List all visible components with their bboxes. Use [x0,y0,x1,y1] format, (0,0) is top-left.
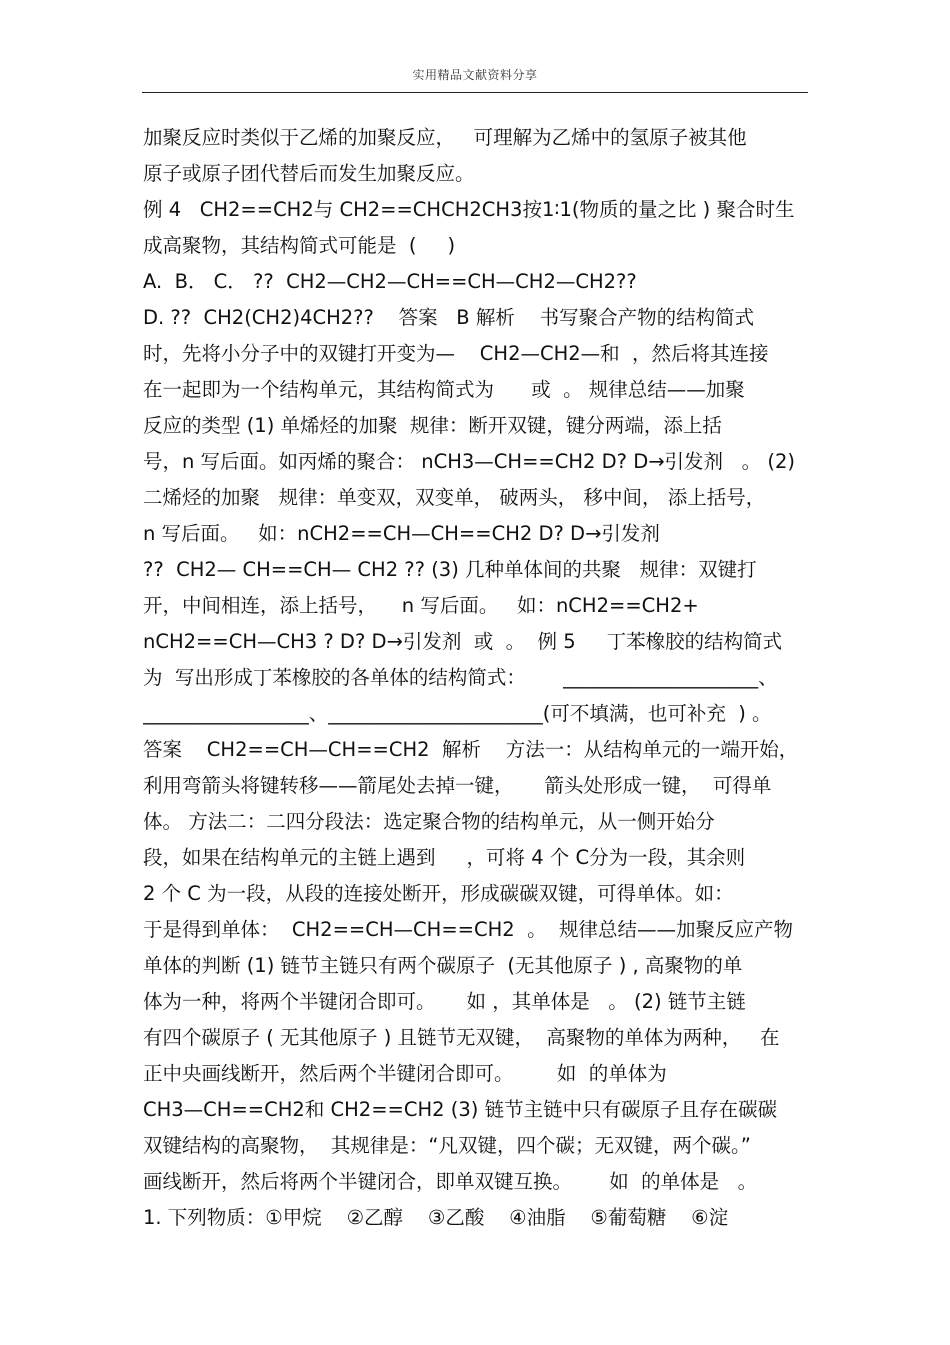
text-line: 例 4 CH2==CH2与 CH2==CHCH2CH3按1∶1(物质的量之比 ) 聚合时生 [143,198,795,221]
header-divider [142,92,808,93]
text-line: 二烯烃的加聚 规律：单变双，双变单， 破两头， 移中间， 添上括号， [143,486,766,509]
text-line: 正中央画线断开，然后两个半键闭合即可。 如 的单体为 [143,1062,667,1085]
text-line: nCH2==CH—CH3 ? D? D→引发剂 或 。 例 5 丁苯橡胶的结构简式 [143,630,783,653]
text-line: A. B． C． ?? CH2—CH2—CH==CH—CH2—CH2?? [143,270,637,293]
text-line: 答案 CH2==CH—CH==CH2 解析 方法一：从结构单元的一端开始， [143,738,799,761]
text-line: 号，n 写后面。如丙烯的聚合： nCH3—CH==CH2 D? D→引发剂 。 (2) [143,450,795,473]
page-header: 实用精品文献资料分享 [412,68,538,82]
text-line: 单体的判断 (1) 链节主链只有两个碳原子 (无其他原子 ) , 高聚物的单 [143,954,743,977]
text-line: 双键结构的高聚物， 其规律是：“凡双键，四个碳；无双键，两个碳。” [143,1134,751,1157]
text-line: 体。 方法二：二四分段法：选定聚合物的结构单元，从一侧开始分 [143,810,715,833]
text-line: 反应的类型 (1) 单烯烃的加聚 规律：断开双键，键分两端，添上括 [143,414,722,437]
text-line: 段，如果在结构单元的主链上遇到 ，可将 4 个 C分为一段，其余则 [143,846,746,869]
text-line: 原子或原子团代替后而发生加聚反应。 [143,162,475,185]
text-line: 于是得到单体： CH2==CH—CH==CH2 。 规律总结——加聚反应产物 [143,918,793,941]
text-line: 在一起即为一个结构单元，其结构简式为 或 。 规律总结——加聚 [143,378,745,401]
text-line: 加聚反应时类似于乙烯的加聚反应， 可理解为乙烯中的氢原子被其他 [143,126,747,149]
text-line: ?? CH2— CH==CH— CH2 ?? (3) 几种单体间的共聚 规律：双键打 [143,558,757,581]
text-line: 开，中间相连，添上括号， n 写后面。 如：nCH2==CH2+ [143,594,699,617]
text-line: 成高聚物，其结构简式可能是 ( ) [143,234,456,257]
text-line: 时，先将小分子中的双键打开变为— CH2—CH2—和 ，然后将其连接 [143,342,769,365]
text-line: 为 写出形成丁苯橡胶的各单体的结构简式： ____________________、 [143,666,778,689]
text-line: 画线断开，然后将两个半键闭合，即单双键互换。 如 的单体是 。 [143,1170,758,1193]
text-line: D. ?? CH2(CH2)4CH2?? 答案 B 解析 书写聚合产物的结构简式 [143,306,755,329]
text-line: n 写后面。 如：nCH2==CH—CH==CH2 D? D→引发剂 [143,522,660,545]
text-line: 利用弯箭头将键转移——箭尾处去掉一键， 箭头处形成一键， 可得单 [143,774,772,797]
document-body [143,120,811,1236]
text-line: CH3—CH==CH2和 CH2==CH2 (3) 链节主链中只有碳原子且存在碳碳 [143,1098,778,1121]
text-line: _________________、______________________(可不填满，也可补充 ) 。 [143,702,772,725]
text-line: 2 个 C 为一段，从段的连接处断开，形成碳碳双键，可得单体。如： [143,882,734,905]
text-line: 1. 下列物质：①甲烷 ②乙醇 ③乙酸 ④油脂 ⑤葡萄糖 ⑥淀 [143,1206,729,1229]
text-line: 有四个碳原子 ( 无其他原子 ) 且链节无双键， 高聚物的单体为两种， 在 [143,1026,780,1049]
text-line: 体为一种，将两个半键闭合即可。 如 ，其单体是 。 (2) 链节主链 [143,990,746,1013]
